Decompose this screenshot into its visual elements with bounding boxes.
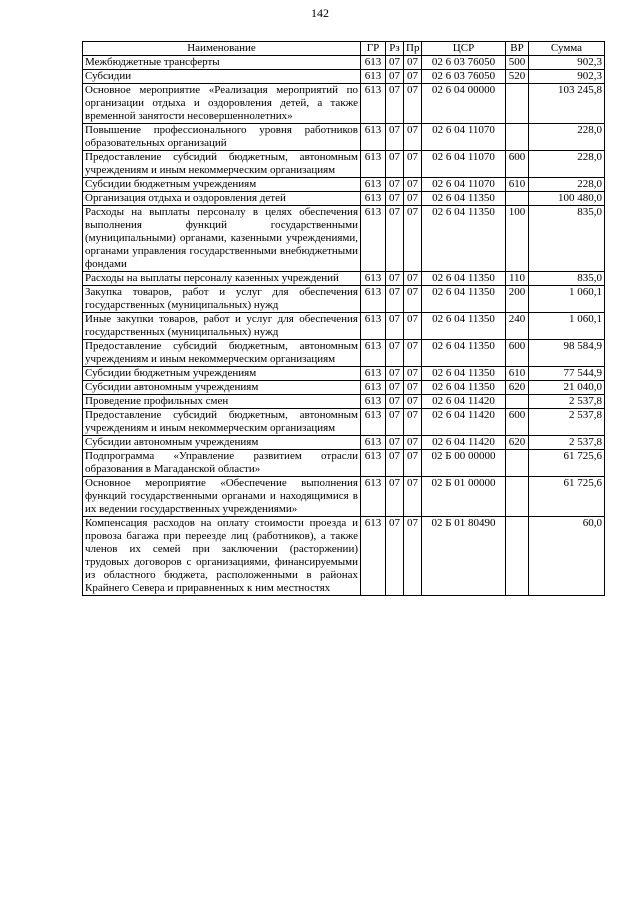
cell-pr: 07 — [404, 124, 422, 151]
header-vr: ВР — [506, 42, 529, 56]
amount-value: 77 544,9 — [563, 367, 602, 379]
cell-sum — [529, 151, 605, 178]
cell-vr: 110 — [506, 272, 529, 286]
cell-vr — [506, 395, 529, 409]
cell-gr: 613 — [361, 436, 386, 450]
cell-pr: 07 — [404, 286, 422, 313]
header-csr: ЦСР — [422, 42, 506, 56]
cell-rz: 07 — [386, 178, 404, 192]
cell-rz: 07 — [386, 70, 404, 84]
cell-csr: 02 6 04 11350 — [422, 367, 506, 381]
amount-value: 2 537,8 — [569, 409, 602, 421]
cell-gr: 613 — [361, 192, 386, 206]
table-row — [83, 206, 605, 272]
cell-pr: 07 — [404, 56, 422, 70]
cell-sum — [529, 84, 605, 124]
cell-pr: 07 — [404, 340, 422, 367]
cell-sum — [529, 517, 605, 596]
table-row — [83, 409, 605, 436]
cell-rz: 07 — [386, 477, 404, 517]
cell-rz: 07 — [386, 272, 404, 286]
cell-sum — [529, 436, 605, 450]
amount-value: 61 725,6 — [563, 450, 602, 462]
cell-pr: 07 — [404, 477, 422, 517]
cell-gr: 613 — [361, 124, 386, 151]
cell-name: Расходы на выплаты персоналу казенных учреждений — [83, 272, 361, 286]
cell-rz: 07 — [386, 436, 404, 450]
table-row — [83, 192, 605, 206]
cell-sum — [529, 340, 605, 367]
cell-vr — [506, 477, 529, 517]
cell-rz: 07 — [386, 192, 404, 206]
cell-rz: 07 — [386, 517, 404, 596]
cell-pr: 07 — [404, 192, 422, 206]
cell-vr: 100 — [506, 206, 529, 272]
cell-sum — [529, 206, 605, 272]
amount-value: 1 060,1 — [569, 313, 602, 325]
table-row — [83, 56, 605, 70]
page-number: 142 — [311, 6, 329, 20]
cell-sum — [529, 286, 605, 313]
cell-sum — [529, 450, 605, 477]
cell-csr: 02 Б 01 80490 — [422, 517, 506, 596]
cell-sum — [529, 178, 605, 192]
cell-name: Основное мероприятие «Обеспечение выполнения функций государственными органами и находящимися в их ведении государственных учреждениями» — [83, 477, 361, 517]
budget-table — [82, 41, 605, 596]
table-row — [83, 395, 605, 409]
cell-gr: 613 — [361, 56, 386, 70]
amount-value: 228,0 — [577, 124, 602, 136]
amount-value: 103 245,8 — [558, 84, 602, 96]
cell-rz: 07 — [386, 367, 404, 381]
cell-pr: 07 — [404, 381, 422, 395]
cell-rz: 07 — [386, 56, 404, 70]
cell-vr: 600 — [506, 409, 529, 436]
cell-csr: 02 6 04 11350 — [422, 192, 506, 206]
cell-gr: 613 — [361, 70, 386, 84]
cell-sum — [529, 192, 605, 206]
table-row — [83, 272, 605, 286]
cell-sum — [529, 381, 605, 395]
cell-vr — [506, 517, 529, 596]
cell-csr: 02 6 04 11350 — [422, 381, 506, 395]
cell-pr: 07 — [404, 178, 422, 192]
cell-sum — [529, 56, 605, 70]
amount-value: 1 060,1 — [569, 286, 602, 298]
cell-sum — [529, 395, 605, 409]
amount-value: 2 537,8 — [569, 395, 602, 407]
cell-pr: 07 — [404, 272, 422, 286]
cell-csr: 02 6 04 11350 — [422, 340, 506, 367]
cell-vr: 620 — [506, 381, 529, 395]
cell-pr: 07 — [404, 206, 422, 272]
cell-pr: 07 — [404, 436, 422, 450]
cell-gr: 613 — [361, 517, 386, 596]
amount-value: 228,0 — [577, 178, 602, 190]
cell-gr: 613 — [361, 409, 386, 436]
amount-value: 60,0 — [582, 517, 602, 529]
cell-name: Субсидии автономным учреждениям — [83, 436, 361, 450]
table-row — [83, 477, 605, 517]
cell-gr: 613 — [361, 272, 386, 286]
cell-pr: 07 — [404, 313, 422, 340]
cell-pr: 07 — [404, 450, 422, 477]
table-row — [83, 84, 605, 124]
amount-value: 100 480,0 — [558, 192, 602, 204]
cell-sum — [529, 70, 605, 84]
cell-gr: 613 — [361, 381, 386, 395]
cell-rz: 07 — [386, 450, 404, 477]
table-row — [83, 367, 605, 381]
cell-csr: 02 6 03 76050 — [422, 70, 506, 84]
cell-pr: 07 — [404, 367, 422, 381]
cell-vr: 620 — [506, 436, 529, 450]
cell-csr: 02 Б 00 00000 — [422, 450, 506, 477]
table-row — [83, 70, 605, 84]
table-row — [83, 178, 605, 192]
cell-csr: 02 6 03 76050 — [422, 56, 506, 70]
cell-vr — [506, 84, 529, 124]
cell-name: Субсидии бюджетным учреждениям — [83, 367, 361, 381]
cell-vr: 610 — [506, 178, 529, 192]
cell-vr — [506, 192, 529, 206]
cell-vr — [506, 450, 529, 477]
table-row — [83, 286, 605, 313]
cell-gr: 613 — [361, 84, 386, 124]
cell-name: Субсидии бюджетным учреждениям — [83, 178, 361, 192]
cell-gr: 613 — [361, 450, 386, 477]
header-sum: Сумма — [529, 42, 605, 56]
cell-gr: 613 — [361, 395, 386, 409]
cell-gr: 613 — [361, 178, 386, 192]
amount-value: 228,0 — [577, 151, 602, 163]
cell-name: Субсидии — [83, 70, 361, 84]
cell-csr: 02 6 04 11350 — [422, 286, 506, 313]
cell-csr: 02 6 04 11070 — [422, 151, 506, 178]
cell-name: Повышение профессионального уровня работников образовательных организаций — [83, 124, 361, 151]
amount-value: 902,3 — [577, 56, 602, 68]
cell-rz: 07 — [386, 206, 404, 272]
cell-name: Закупка товаров, работ и услуг для обеспечения государственных (муниципальных) нужд — [83, 286, 361, 313]
cell-sum — [529, 272, 605, 286]
cell-pr: 07 — [404, 395, 422, 409]
amount-value: 21 040,0 — [563, 381, 602, 393]
amount-value: 902,3 — [577, 70, 602, 82]
cell-csr: 02 6 04 00000 — [422, 84, 506, 124]
cell-gr: 613 — [361, 340, 386, 367]
cell-vr: 200 — [506, 286, 529, 313]
cell-csr: 02 6 04 11070 — [422, 124, 506, 151]
cell-sum — [529, 367, 605, 381]
cell-gr: 613 — [361, 367, 386, 381]
amount-value: 835,0 — [577, 272, 602, 284]
cell-vr: 520 — [506, 70, 529, 84]
cell-name: Подпрограмма «Управление развитием отрасли образования в Магаданской области» — [83, 450, 361, 477]
cell-csr: 02 Б 01 00000 — [422, 477, 506, 517]
cell-csr: 02 6 04 11420 — [422, 409, 506, 436]
amount-value: 835,0 — [577, 206, 602, 218]
cell-vr: 610 — [506, 367, 529, 381]
cell-csr: 02 6 04 11420 — [422, 395, 506, 409]
cell-csr: 02 6 04 11070 — [422, 178, 506, 192]
cell-name: Расходы на выплаты персоналу в целях обеспечения выполнения функций государственными (муниципальными) органами, казенными учреждениями, органами управления государственными внебюджетными фондами — [83, 206, 361, 272]
header-rz: Рз — [386, 42, 404, 56]
cell-gr: 613 — [361, 151, 386, 178]
cell-pr: 07 — [404, 151, 422, 178]
cell-csr: 02 6 04 11420 — [422, 436, 506, 450]
cell-name: Основное мероприятие «Реализация мероприятий по организации отдыха и оздоровления детей, а также временной занятости несовершеннолетних» — [83, 84, 361, 124]
cell-csr: 02 6 04 11350 — [422, 272, 506, 286]
table-row — [83, 381, 605, 395]
cell-name: Организация отдыха и оздоровления детей — [83, 192, 361, 206]
cell-vr — [506, 124, 529, 151]
cell-rz: 07 — [386, 395, 404, 409]
cell-rz: 07 — [386, 313, 404, 340]
table-row — [83, 517, 605, 596]
cell-name: Компенсация расходов на оплату стоимости проезда и провоза багажа при переезде лиц (работников), а также членов их семей при заключении (расторжении) трудовых договоров с организациями, финансируемыми из областного бюджета, расположенными в районах Крайнего Севера и приравненных к ним местностях — [83, 517, 361, 596]
cell-gr: 613 — [361, 477, 386, 517]
cell-rz: 07 — [386, 409, 404, 436]
table-row — [83, 340, 605, 367]
cell-pr: 07 — [404, 409, 422, 436]
cell-pr: 07 — [404, 84, 422, 124]
cell-gr: 613 — [361, 313, 386, 340]
cell-name: Субсидии автономным учреждениям — [83, 381, 361, 395]
table-row — [83, 124, 605, 151]
cell-vr: 500 — [506, 56, 529, 70]
cell-pr: 07 — [404, 517, 422, 596]
cell-rz: 07 — [386, 124, 404, 151]
cell-sum — [529, 124, 605, 151]
cell-sum — [529, 409, 605, 436]
cell-sum — [529, 313, 605, 340]
table-body — [83, 56, 605, 596]
header-name: Наименование — [83, 42, 361, 56]
cell-rz: 07 — [386, 84, 404, 124]
cell-vr: 600 — [506, 340, 529, 367]
header-gr: ГР — [361, 42, 386, 56]
cell-rz: 07 — [386, 286, 404, 313]
cell-rz: 07 — [386, 151, 404, 178]
table-header-row — [83, 42, 605, 56]
header-pr: Пр — [404, 42, 422, 56]
cell-pr: 07 — [404, 70, 422, 84]
cell-gr: 613 — [361, 206, 386, 272]
cell-name: Предоставление субсидий бюджетным, автономным учреждениям и иным некоммерческим организациям — [83, 151, 361, 178]
table-row — [83, 151, 605, 178]
cell-name: Межбюджетные трансферты — [83, 56, 361, 70]
cell-vr: 600 — [506, 151, 529, 178]
cell-name: Иные закупки товаров, работ и услуг для обеспечения государственных (муниципальных) нужд — [83, 313, 361, 340]
cell-name: Предоставление субсидий бюджетным, автономным учреждениям и иным некоммерческим организациям — [83, 409, 361, 436]
table-row — [83, 450, 605, 477]
table-row — [83, 313, 605, 340]
amount-value: 2 537,8 — [569, 436, 602, 448]
cell-csr: 02 6 04 11350 — [422, 206, 506, 272]
table-row — [83, 436, 605, 450]
cell-csr: 02 6 04 11350 — [422, 313, 506, 340]
cell-sum — [529, 477, 605, 517]
cell-rz: 07 — [386, 381, 404, 395]
cell-name: Проведение профильных смен — [83, 395, 361, 409]
cell-vr: 240 — [506, 313, 529, 340]
cell-rz: 07 — [386, 340, 404, 367]
amount-value: 61 725,6 — [563, 477, 602, 489]
cell-gr: 613 — [361, 286, 386, 313]
cell-name: Предоставление субсидий бюджетным, автономным учреждениям и иным некоммерческим организациям — [83, 340, 361, 367]
amount-value: 98 584,9 — [563, 340, 602, 352]
